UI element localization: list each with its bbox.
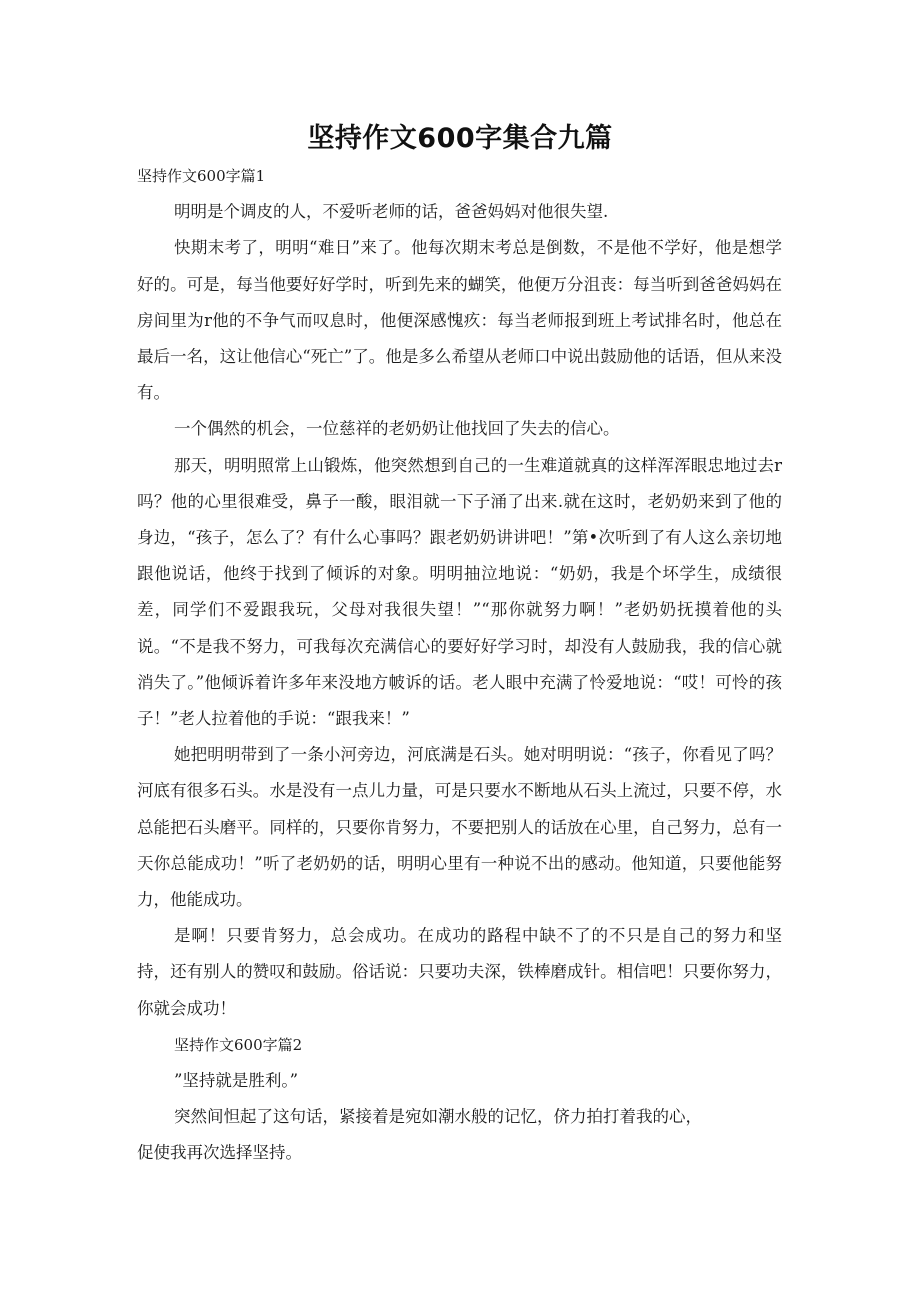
paragraph: 是啊！只要肯努力，总会成功。在成功的路程中缺不了的不只是自己的努力和坚持，还有别人的赞叹和鼓励。俗话说：只要功夫深，铁棒磨成针。相信吧！只要你努力，你就会成功！ <box>137 926 782 1018</box>
paragraph: 突然间怛起了这句话，紧接着是宛如潮水般的记忆，侪力拍打着我的心， <box>174 1107 702 1127</box>
paragraph: 明明是个调皮的人，不爱听老师的话，爸爸妈妈对他很失望. <box>174 202 609 222</box>
paragraph: 那天，明明照常上山锻炼，他突然想到自己的一生难道就真的这样浑浑眼忠地过去r吗？他的心里很难受，鼻子一酸，眼泪就一下子涌了出来.就在这时，老奶奶来到了他的身边，“孩子，怎么了？有什么心事吗？跟老奶奶讲讲吧！”第•次听到了有人这么亲切地跟他说话，他终于找到了倾诉的对象。明明抽泣地说：“奶奶，我是个坏学生，成绩很差，同学们不爱跟我玩，父母对我很失望！”“那你就努力啊！”老奶奶抚摸着他的头说。“不是我不努力，可我每次充满信心的要好好学习时，却没有人鼓励我，我的信心就消失了。”他倾诉着许多年来没地方帔诉的话。老人眼中充满了怜爱地说：“哎！可怜的孩子！”老人拉着他的手说：“跟我来！” <box>137 455 782 729</box>
section-heading-2: 坚持作文600字篇2 <box>174 1035 303 1054</box>
paragraph: 快期末考了，明明“难日”来了。他每次期末考总是倒数，不是他不学好，他是想学好的。可是，每当他要好好学时，听到先来的蝴笑，他便万分沮丧：每当听到爸爸妈妈在房间里为r他的不争气而叹息时，他便深感愧疚：每当老师报到班上考试排名时，他总在最后一名，这让他信心“死亡”了。他是多么希望从老师口中说出鼓励他的话语，但从来没有。 <box>137 238 782 403</box>
paragraph: 促使我再次选择坚持。 <box>137 1143 302 1163</box>
paragraph: 一个偶然的机会，一位慈祥的老奶奶让他找回了失去的信心。 <box>174 419 620 439</box>
document-title: 坚持作文600字集合九篇 <box>307 123 613 154</box>
paragraph: 她把明明带到了一条小河旁边，河底满是石头。她对明明说：“孩子，你看见了吗？河底有很多石头。水是没有一点儿力量，可是只要水不断地从石头上流过，只要不停，水总能把石头磨平。同样的，只要你肯努力，不要把别人的话放在心里，自己努力，总有一天你总能成功！”听了老奶奶的话，明明心里有一种说不出的感动。他知道，只要他能努力，他能成功。 <box>137 745 782 910</box>
paragraph: ”坚持就是胜利。” <box>174 1071 299 1091</box>
section-heading-1: 坚持作文600字篇1 <box>137 167 266 185</box>
document-body <box>137 158 782 1172</box>
